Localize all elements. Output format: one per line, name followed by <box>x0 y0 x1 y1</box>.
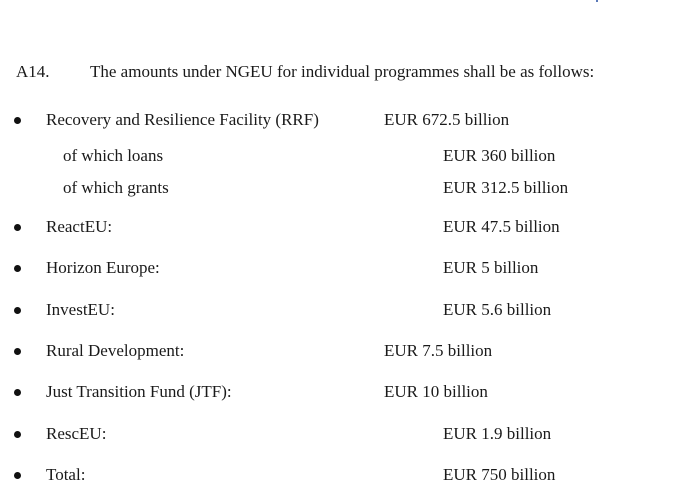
bullet-icon <box>14 348 21 355</box>
programme-amount: EUR 1.9 billion <box>443 424 552 443</box>
programme-label: RescEU: <box>46 424 107 443</box>
list-item-rrf-loans <box>0 145 680 167</box>
programme-amount: EUR 5 billion <box>443 258 539 277</box>
paragraph-number: A14. <box>16 62 50 81</box>
bullet-icon <box>14 431 21 438</box>
sub-item-amount: EUR 360 billion <box>443 146 556 165</box>
paragraph-intro-text: The amounts under NGEU for individual programmes shall be as follows: <box>90 62 595 81</box>
bullet-icon <box>14 307 21 314</box>
programme-amount: EUR 47.5 billion <box>443 217 560 236</box>
list-item-investeu <box>0 299 680 321</box>
bullet-icon <box>14 117 21 124</box>
list-item-total <box>0 464 680 486</box>
corner-dot-mark <box>596 0 598 2</box>
programme-label: InvestEU: <box>46 300 115 319</box>
total-label: Total: <box>46 465 86 484</box>
bullet-icon <box>14 265 21 272</box>
sub-item-amount: EUR 312.5 billion <box>443 178 569 197</box>
sub-item-label: of which loans <box>63 146 164 165</box>
list-item-rural-development <box>0 340 680 362</box>
programme-label: Rural Development: <box>46 341 185 360</box>
bullet-icon <box>14 472 21 479</box>
programme-amount: EUR 7.5 billion <box>384 341 493 360</box>
list-item-horizon-europe <box>0 257 680 279</box>
list-item-rrf <box>0 109 680 131</box>
list-item-reacteu <box>0 216 680 238</box>
programme-label: Recovery and Resilience Facility (RRF) <box>46 110 319 129</box>
programme-amount: EUR 5.6 billion <box>443 300 552 319</box>
list-item-rrf-grants <box>0 177 680 199</box>
programme-amount: EUR 10 billion <box>384 382 488 401</box>
programme-label: Just Transition Fund (JTF): <box>46 382 232 401</box>
bullet-icon <box>14 389 21 396</box>
programme-label: Horizon Europe: <box>46 258 160 277</box>
sub-item-label: of which grants <box>63 178 169 197</box>
list-item-resceu <box>0 423 680 445</box>
bullet-icon <box>14 224 21 231</box>
programme-label: ReactEU: <box>46 217 113 236</box>
total-amount: EUR 750 billion <box>443 465 556 484</box>
programme-amount: EUR 672.5 billion <box>384 110 510 129</box>
list-item-just-transition-fund <box>0 381 680 403</box>
